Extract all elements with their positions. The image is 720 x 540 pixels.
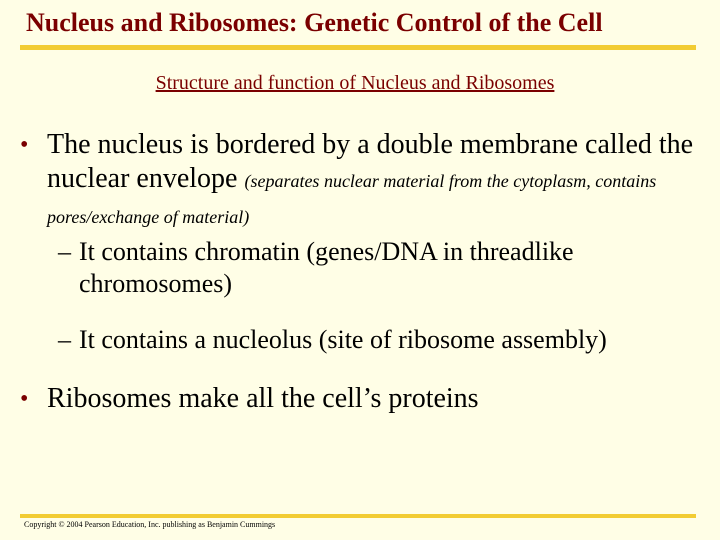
copyright-footer: Copyright © 2004 Pearson Education, Inc. publishing as Benjamin Cummings (24, 520, 276, 529)
subbullet-dash-icon: – (58, 237, 71, 266)
slide-subtitle: Structure and function of Nucleus and Ribosomes (155, 72, 555, 94)
footer-divider (20, 514, 696, 518)
bullet-main-text: The nucleus is bordered by a double membrane called the nuclear envelope (47, 129, 694, 194)
bullet-text (47, 128, 707, 234)
bullet-dot-icon: • (20, 386, 29, 412)
subbullet-dash-icon: – (58, 325, 71, 354)
title-divider (20, 45, 696, 50)
bullet-dot-icon: • (20, 132, 29, 158)
subbullet-text: It contains chromatin (genes/DNA in threadlike chromosomes) (79, 237, 574, 298)
bullet-note: (separates nuclear material from the cytoplasm, contains pores/exchange of material) (47, 171, 657, 227)
slide-title: Nucleus and Ribosomes: Genetic Control of the Cell (26, 8, 603, 37)
bullet-text: Ribosomes make all the cell’s proteins (47, 383, 479, 414)
subbullet-text: It contains a nucleolus (site of ribosome assembly) (79, 325, 607, 354)
